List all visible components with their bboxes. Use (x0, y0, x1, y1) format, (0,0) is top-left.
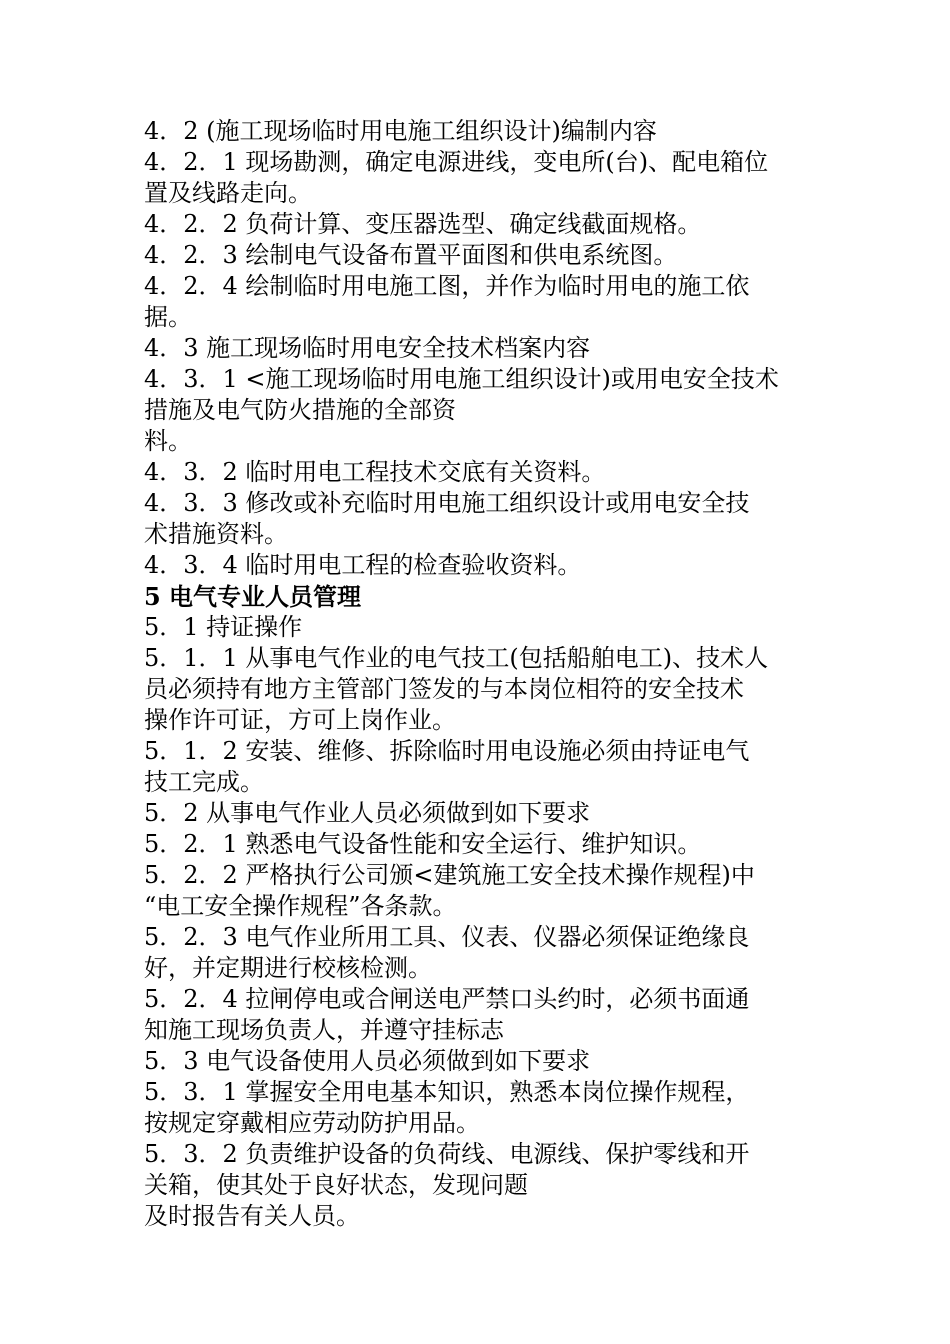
text-line: 及时报告有关人员。 (144, 1202, 360, 1230)
text-line: 4．2．1 现场勘测，确定电源进线，变电所(台)、配电箱位 (144, 148, 769, 176)
text-line: 5．2．2 严格执行公司颁<建筑施工安全技术操作规程)中 (144, 861, 755, 889)
text-line: 4．3．3 修改或补充临时用电施工组织设计或用电安全技 (144, 489, 750, 517)
text-line: 5．3．1 掌握安全用电基本知识，熟悉本岗位操作规程， (144, 1078, 750, 1106)
text-line: 4．3．4 临时用电工程的检查验收资料。 (144, 551, 582, 579)
text-line: 5．3 电气设备使用人员必须做到如下要求 (144, 1047, 591, 1075)
text-line: 4．2．2 负荷计算、变压器选型、确定线截面规格。 (144, 210, 702, 238)
text-line: 置及线路走向。 (144, 179, 312, 207)
document-body (144, 116, 814, 1232)
text-line: 据。 (144, 303, 192, 331)
text-line: 按规定穿戴相应劳动防护用品。 (144, 1109, 480, 1137)
text-line: 4．3 施工现场临时用电安全技术档案内容 (144, 334, 591, 362)
text-line: 措施及电气防火措施的全部资 (144, 396, 456, 424)
text-line: 4．3．1 <施工现场临时用电施工组织设计)或用电安全技术 (144, 365, 779, 393)
text-line: 4．2 (施工现场临时用电施工组织设计)编制内容 (144, 117, 657, 145)
text-line: 4．2．4 绘制临时用电施工图，并作为临时用电的施工依 (144, 272, 750, 300)
text-line: 5．1 持证操作 (144, 613, 303, 641)
text-line: 5．1．1 从事电气作业的电气技工(包括船舶电工)、技术人 (144, 644, 769, 672)
text-line: 关箱，使其处于良好状态，发现问题 (144, 1171, 528, 1199)
text-line: “电工安全操作规程”各条款。 (144, 892, 457, 920)
text-line: 好，并定期进行校核检测。 (144, 954, 432, 982)
text-line: 技工完成。 (144, 768, 264, 796)
text-line: 5．1．2 安装、维修、拆除临时用电设施必须由持证电气 (144, 737, 750, 765)
text-line: 术措施资料。 (144, 520, 288, 548)
text-line: 知施工现场负责人，并遵守挂标志 (144, 1016, 504, 1044)
text-line: 5．2．4 拉闸停电或合闸送电严禁口头约时，必须书面通 (144, 985, 750, 1013)
text-line: 5．3．2 负责维护设备的负荷线、电源线、保护零线和开 (144, 1140, 750, 1168)
text-line: 料。 (144, 427, 192, 455)
section-heading: 5 电气专业人员管理 (144, 582, 362, 611)
text-line: 4．3．2 临时用电工程技术交底有关资料。 (144, 458, 606, 486)
text-line: 员必须持有地方主管部门签发的与本岗位相符的安全技术 (144, 675, 744, 703)
text-line: 操作许可证，方可上岗作业。 (144, 706, 456, 734)
text-line: 5．2 从事电气作业人员必须做到如下要求 (144, 799, 591, 827)
text-line: 5．2．3 电气作业所用工具、仪表、仪器必须保证绝缘良 (144, 923, 750, 951)
text-line: 4．2．3 绘制电气设备布置平面图和供电系统图。 (144, 241, 678, 269)
text-line: 5．2．1 熟悉电气设备性能和安全运行、维护知识。 (144, 830, 702, 858)
